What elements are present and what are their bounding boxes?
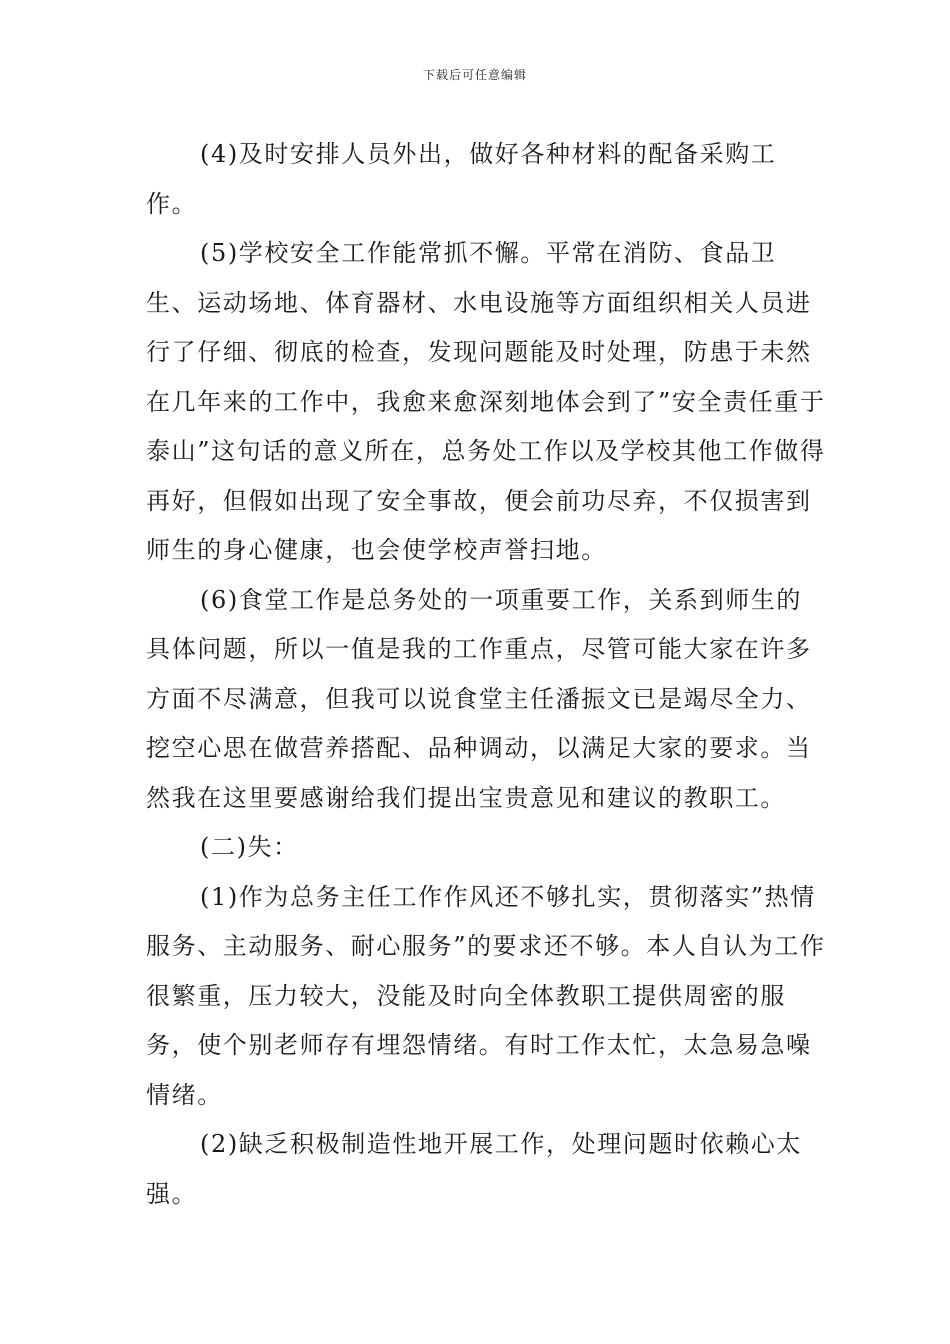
paragraph-item-5: (5)学校安全工作能常抓不懈。平常在消防、食品卫生、运动场地、体育器材、水电设施等方面组织相关人员进行了仔细、彻底的检查，发现问题能及时处理，防患于未然在几年来的工作中，我愈来愈深刻地体会到了”安全责任重于泰山”这句话的意义所在，总务处工作以及学校其他工作做得再好，但假如出现了安全事故，便会前功尽弃，不仅损害到师生的身心健康，也会使学校声誉扫地。 — [146, 239, 826, 564]
paragraph-shortcoming-1: (1)作为总务主任工作作风还不够扎实，贯彻落实”热情服务、主动服务、耐心服务”的要求还不够。本人自认为工作很繁重，压力较大，没能及时向全体教职工提供周密的服务，使个别老师存有埋怨情绪。有时工作太忙，太急易急噪情绪。 — [146, 882, 826, 1109]
paragraph-item-6: (6)食堂工作是总务处的一项重要工作，关系到师生的具体问题，所以一值是我的工作重点，尽管可能大家在许多方面不尽满意，但我可以说食堂主任潘振文已是竭尽全力、挖空心思在做营养搭配、品种调动，以满足大家的要求。当然我在这里要感谢给我们提出宝贵意见和建议的教职工。 — [146, 585, 812, 812]
section-heading-shortcomings: (二)失： — [200, 833, 299, 861]
paragraph-item-4: (4)及时安排人员外出，做好各种材料的配备采购工作。 — [146, 140, 777, 218]
page-header: 下载后可任意编辑 — [422, 68, 527, 82]
paragraph-shortcoming-2: (2)缺乏积极制造性地开展工作，处理问题时依赖心太强。 — [146, 1130, 802, 1208]
document-body — [146, 130, 826, 1219]
